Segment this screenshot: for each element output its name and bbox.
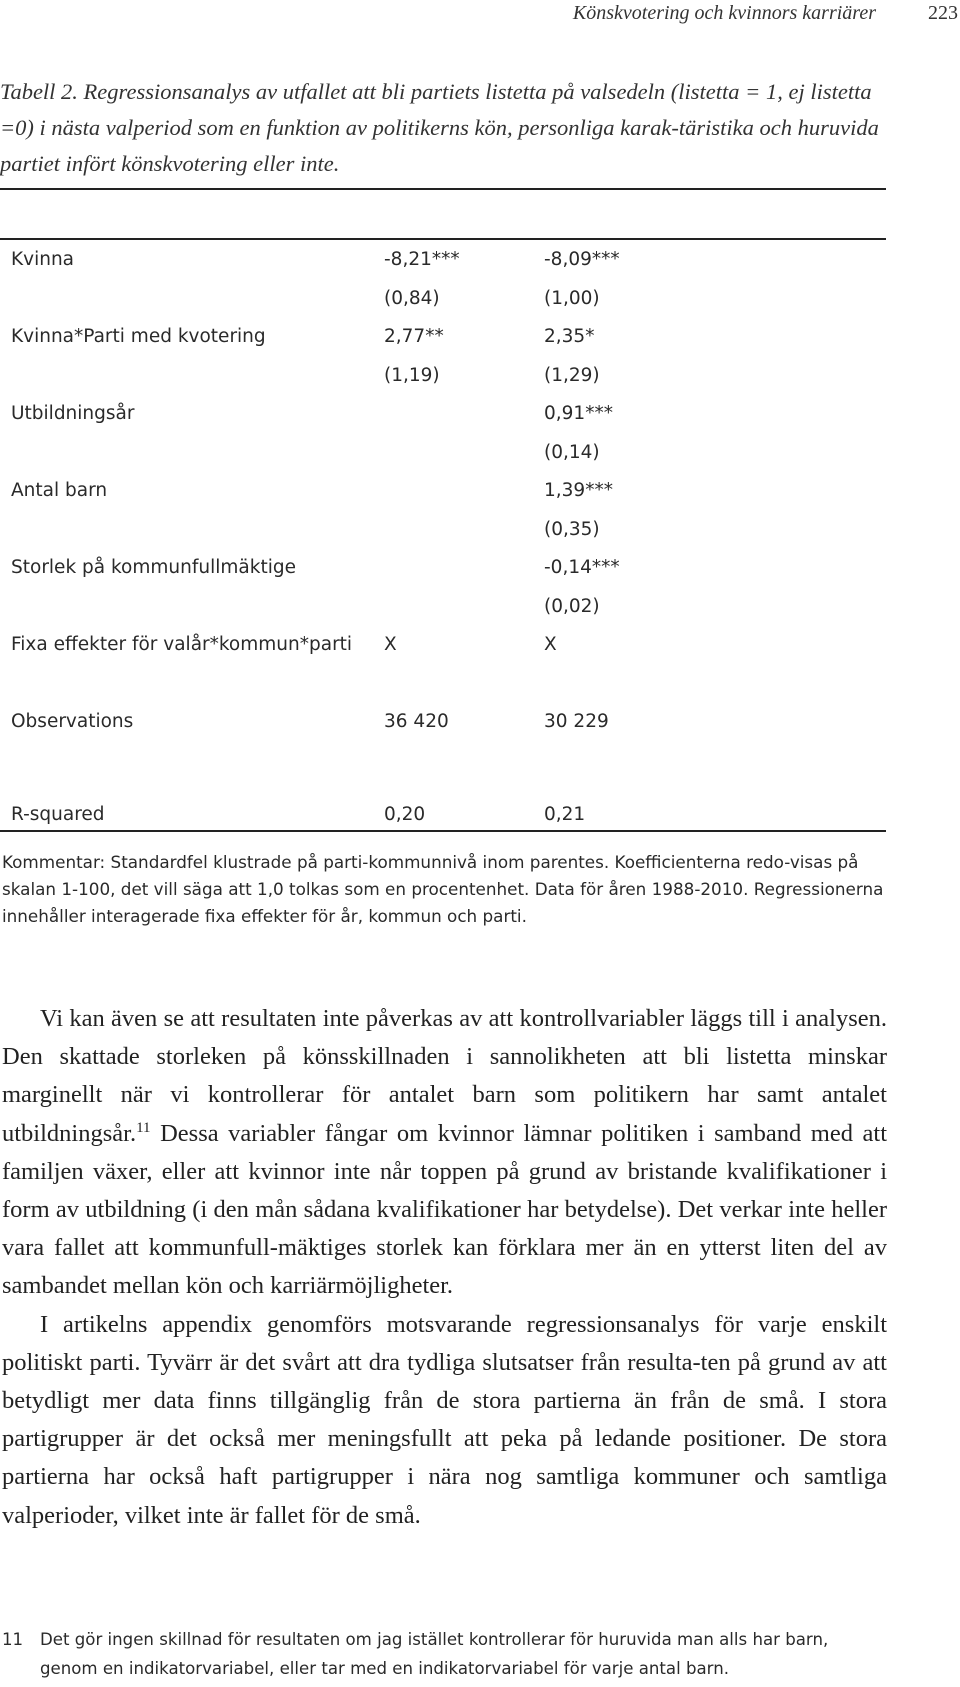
paragraph-text: Dessa variabler fångar om kvinnor lämnar politiken i samband med att familjen växer, eller att kvinnor inte når toppen på grund av bristande kvalifikationer i form av utbildning (i den mån sådana kvalifikationer har betydelse). Det verkar inte heller vara fallet att kommunfull-mäktiges storlek kan förklara mer än en ytterst liten del av sambandet mellan kön och karriärmöjligheter. [2, 1119, 887, 1300]
table-row [11, 477, 886, 516]
model2-value: (0,35) [544, 518, 600, 540]
table-row [11, 516, 886, 555]
row-label: Observations [11, 710, 134, 732]
model1-value: (0,84) [384, 287, 440, 309]
body-text [2, 1000, 887, 1535]
table-row [11, 400, 886, 439]
running-title: Könskvotering och kvinnors karriärer [572, 2, 876, 24]
model2-value: (1,29) [544, 364, 600, 386]
footnote-reference[interactable]: 11 [136, 1119, 151, 1136]
paragraph [2, 1000, 887, 1306]
row-label: Fixa effekter för valår*kommun*parti [11, 634, 353, 655]
table-header-rule [0, 238, 886, 240]
model1-value: -8,21*** [384, 249, 460, 270]
table-bottom-rule [0, 830, 886, 832]
footnote [0, 1625, 890, 1683]
paragraph: I artikelns appendix genomförs motsvarande regressionsanalys för varje enskilt politiskt parti. Tyvärr är det svårt att dra tydliga slutsatser från resulta-ten på grund av att betydligt mer data finns tillgänglig från de stora partierna än från de små. I stora partigrupper är det också mer meningsfullt att peka på ledande positioner. De stora partierna har också haft partigrupper i nära nog samtliga kommuner och samtliga valperioder, vilket inte är fallet för de små. [2, 1310, 887, 1529]
row-label: Kvinna [11, 249, 75, 270]
row-label: Utbildningsår [11, 403, 135, 424]
model2-value: (1,00) [544, 287, 600, 309]
table-row [11, 246, 886, 285]
table-row [11, 631, 886, 670]
row-label: Kvinna*Parti med kvotering [11, 326, 266, 347]
row-label: Storlek på kommunfullmäktige [11, 557, 296, 578]
model1-value: 36 420 [384, 710, 449, 732]
model2-value: 0,21 [544, 804, 586, 825]
paragraph-text: Vi kan även se att resultaten inte påverkas av att kontrollvariabler läggs till i analysen. Den skattade storleken på könsskillnaden i sannolikheten att bli listetta minskar marginellt när vi kontrollerar för antalet barn som politikern har samt antalet utbildningsår. [2, 1005, 887, 1147]
model2-value: 0,91*** [544, 403, 613, 424]
table-row [11, 362, 886, 401]
model2-value: 30 229 [544, 710, 609, 732]
model2-value: -0,14*** [544, 557, 620, 578]
table-row [11, 593, 886, 632]
regression-table [11, 246, 886, 840]
row-label: R-squared [11, 804, 105, 825]
footnote-text: Det gör ingen skillnad för resultaten om jag istället kontrollerar för huruvida man alls har barn, genom en indikatorvariabel, eller tar med en indikatorvariabel för varje antal barn. [40, 1630, 829, 1678]
table-comment: Kommentar: Standardfel klustrade på parti-kommunnivå inom parentes. Koefficienterna redo-visas på skalan 1-100, det vill säga att 1,0 tolkas som en procentenhet. Data för åren 1988-2010. Regressionerna innehåller interagerade fixa effekter för år, kommun och parti. [2, 852, 884, 926]
model2-value: (0,02) [544, 595, 600, 617]
model1-value: X [384, 634, 397, 655]
model2-value: (0,14) [544, 441, 600, 463]
row-label: Antal barn [11, 480, 108, 501]
model2-value: 1,39*** [544, 480, 613, 501]
table-row [11, 285, 886, 324]
table-top-rule [0, 188, 886, 190]
model2-value: X [544, 634, 557, 655]
model2-value: 2,35* [544, 326, 595, 347]
table-row [11, 439, 886, 478]
model1-value: 2,77** [384, 326, 444, 347]
page-number: 223 [928, 2, 958, 24]
observations-row [11, 708, 886, 747]
table-row [11, 323, 886, 362]
footnote-number: 11 [2, 1630, 24, 1649]
table-row [11, 554, 886, 593]
r-squared-row [11, 801, 886, 840]
model2-value: -8,09*** [544, 249, 620, 270]
model1-value: (1,19) [384, 364, 440, 386]
model1-value: 0,20 [384, 804, 426, 825]
table-caption: Tabell 2. Regressionsanalys av utfallet att bli partiets listetta på valsedeln (listetta = 1, ej listetta =0) i nästa valperiod som en funktion av politikerns kön, personliga karak-täristika och huruvida partiet infört könskvotering eller inte. [0, 79, 879, 176]
page-header [0, 0, 960, 30]
